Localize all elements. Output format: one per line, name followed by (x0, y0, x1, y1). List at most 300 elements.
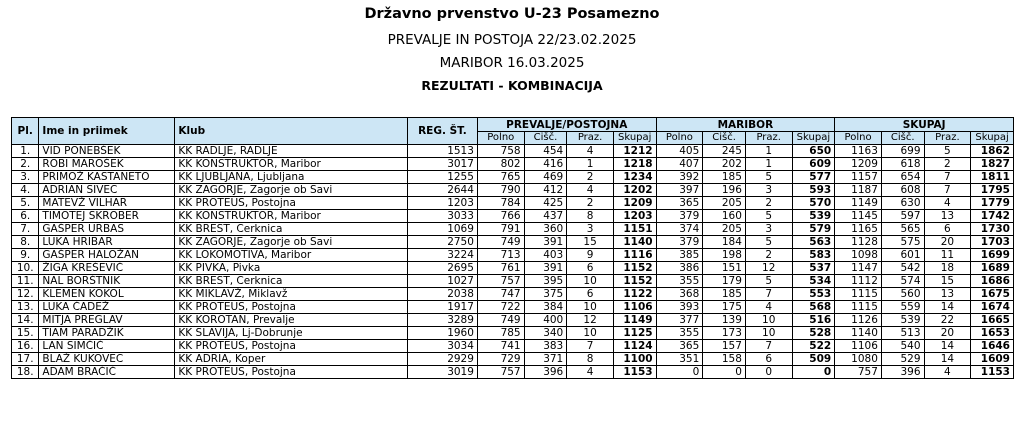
results-table (11, 117, 1014, 379)
table-row (12, 249, 1014, 262)
cell-b-skupaj: 539 (792, 210, 835, 223)
cell-b-skupaj: 579 (792, 223, 835, 236)
cell-b-polno: 355 (656, 275, 703, 288)
cell-a-cisc: 469 (524, 171, 567, 184)
cell-a-polno: 747 (477, 288, 524, 301)
cell-b-cisc: 175 (703, 301, 746, 314)
cell-t-skupaj: 1827 (971, 158, 1014, 171)
cell-a-praz: 7 (567, 340, 614, 353)
cell-b-skupaj: 509 (792, 353, 835, 366)
cell-t-praz: 15 (924, 275, 971, 288)
cell-t-praz: 2 (924, 158, 971, 171)
table-row (12, 197, 1014, 210)
cell-a-skupaj: 1122 (613, 288, 656, 301)
cell-club: KK PROTEUS, Postojna (175, 197, 407, 210)
cell-a-praz: 12 (567, 314, 614, 327)
cell-t-skupaj: 1742 (971, 210, 1014, 223)
cell-name: ADRIAN SIVEC (39, 184, 175, 197)
cell-a-polno: 757 (477, 275, 524, 288)
cell-t-praz: 22 (924, 314, 971, 327)
cell-t-cisc: 601 (881, 249, 924, 262)
cell-place: 9. (12, 249, 39, 262)
cell-place: 5. (12, 197, 39, 210)
cell-t-polno: 1187 (835, 184, 882, 197)
cell-b-cisc: 196 (703, 184, 746, 197)
cell-name: TIAM PARADŽIK (39, 327, 175, 340)
cell-place: 4. (12, 184, 39, 197)
cell-a-cisc: 396 (524, 366, 567, 379)
cell-a-praz: 2 (567, 171, 614, 184)
cell-b-skupaj: 609 (792, 158, 835, 171)
cell-a-polno: 790 (477, 184, 524, 197)
cell-b-polno: 377 (656, 314, 703, 327)
cell-b-cisc: 205 (703, 197, 746, 210)
cell-a-skupaj: 1212 (613, 145, 656, 158)
cell-t-praz: 7 (924, 171, 971, 184)
cell-t-polno: 1147 (835, 262, 882, 275)
cell-t-polno: 1106 (835, 340, 882, 353)
cell-t-praz: 13 (924, 288, 971, 301)
cell-t-cisc: 540 (881, 340, 924, 353)
cell-a-cisc: 391 (524, 262, 567, 275)
cell-a-polno: 749 (477, 314, 524, 327)
cell-reg: 2038 (407, 288, 477, 301)
cell-b-polno: 379 (656, 236, 703, 249)
subcol-cisc: Čišč. (524, 132, 567, 145)
cell-place: 8. (12, 236, 39, 249)
cell-t-polno: 1128 (835, 236, 882, 249)
cell-a-skupaj: 1124 (613, 340, 656, 353)
cell-b-praz: 7 (745, 340, 792, 353)
table-row (12, 223, 1014, 236)
cell-a-praz: 10 (567, 275, 614, 288)
cell-t-polno: 1165 (835, 223, 882, 236)
cell-b-cisc: 184 (703, 236, 746, 249)
cell-t-cisc: 513 (881, 327, 924, 340)
subcol-polno: Polno (656, 132, 703, 145)
cell-reg: 2695 (407, 262, 477, 275)
table-row (12, 184, 1014, 197)
cell-t-polno: 1149 (835, 197, 882, 210)
cell-name: LAN SIMČIČ (39, 340, 175, 353)
cell-club: KK MIKLAVŽ, Miklavž (175, 288, 407, 301)
cell-club: KK ZAGORJE, Zagorje ob Savi (175, 184, 407, 197)
cell-club: KK BREST, Cerknica (175, 223, 407, 236)
cell-a-cisc: 425 (524, 197, 567, 210)
table-row (12, 145, 1014, 158)
cell-t-polno: 1112 (835, 275, 882, 288)
cell-club: KK KONSTRUKTOR, Maribor (175, 210, 407, 223)
cell-a-skupaj: 1125 (613, 327, 656, 340)
cell-a-polno: 749 (477, 236, 524, 249)
cell-a-praz: 1 (567, 158, 614, 171)
cell-t-skupaj: 1703 (971, 236, 1014, 249)
cell-a-polno: 757 (477, 366, 524, 379)
subcol-polno: Polno (477, 132, 524, 145)
cell-a-polno: 758 (477, 145, 524, 158)
cell-b-cisc: 198 (703, 249, 746, 262)
table-row (12, 236, 1014, 249)
cell-a-praz: 6 (567, 262, 614, 275)
cell-b-polno: 365 (656, 197, 703, 210)
results-heading: REZULTATI - KOMBINACIJA (421, 78, 603, 93)
cell-b-praz: 5 (745, 210, 792, 223)
cell-a-polno: 802 (477, 158, 524, 171)
cell-t-praz: 4 (924, 197, 971, 210)
cell-b-praz: 1 (745, 145, 792, 158)
table-row (12, 340, 1014, 353)
cell-b-cisc: 139 (703, 314, 746, 327)
cell-b-polno: 392 (656, 171, 703, 184)
cell-place: 7. (12, 223, 39, 236)
cell-b-praz: 10 (745, 314, 792, 327)
cell-a-cisc: 416 (524, 158, 567, 171)
cell-a-skupaj: 1209 (613, 197, 656, 210)
cell-a-cisc: 400 (524, 314, 567, 327)
cell-reg: 2644 (407, 184, 477, 197)
cell-reg: 3224 (407, 249, 477, 262)
cell-b-cisc: 179 (703, 275, 746, 288)
cell-b-cisc: 205 (703, 223, 746, 236)
cell-b-cisc: 160 (703, 210, 746, 223)
table-row (12, 275, 1014, 288)
cell-reg: 3034 (407, 340, 477, 353)
cell-place: 18. (12, 366, 39, 379)
cell-name: MITJA PREGLAV (39, 314, 175, 327)
cell-a-praz: 9 (567, 249, 614, 262)
cell-t-praz: 20 (924, 327, 971, 340)
cell-b-praz: 10 (745, 327, 792, 340)
cell-t-praz: 14 (924, 301, 971, 314)
cell-a-skupaj: 1152 (613, 262, 656, 275)
cell-b-skupaj: 0 (792, 366, 835, 379)
cell-t-skupaj: 1862 (971, 145, 1014, 158)
cell-a-skupaj: 1100 (613, 353, 656, 366)
cell-a-skupaj: 1106 (613, 301, 656, 314)
cell-b-polno: 407 (656, 158, 703, 171)
cell-a-skupaj: 1151 (613, 223, 656, 236)
cell-a-cisc: 391 (524, 236, 567, 249)
cell-name: LUKA HRIBAR (39, 236, 175, 249)
cell-b-cisc: 245 (703, 145, 746, 158)
cell-name: ŽIGA KREŠEVIČ (39, 262, 175, 275)
cell-b-cisc: 0 (703, 366, 746, 379)
cell-b-polno: 0 (656, 366, 703, 379)
cell-t-cisc: 575 (881, 236, 924, 249)
table-row (12, 353, 1014, 366)
cell-b-skupaj: 650 (792, 145, 835, 158)
cell-b-polno: 397 (656, 184, 703, 197)
cell-b-skupaj: 528 (792, 327, 835, 340)
table-row (12, 366, 1014, 379)
cell-b-polno: 379 (656, 210, 703, 223)
cell-t-polno: 1157 (835, 171, 882, 184)
group-header-skupaj: SKUPAJ (835, 118, 1014, 132)
cell-a-praz: 8 (567, 210, 614, 223)
cell-a-praz: 4 (567, 145, 614, 158)
cell-t-praz: 5 (924, 145, 971, 158)
cell-b-praz: 5 (745, 171, 792, 184)
cell-a-cisc: 403 (524, 249, 567, 262)
cell-t-cisc: 630 (881, 197, 924, 210)
cell-b-skupaj: 522 (792, 340, 835, 353)
cell-a-cisc: 437 (524, 210, 567, 223)
cell-club: KK ZAGORJE, Zagorje ob Savi (175, 236, 407, 249)
cell-a-cisc: 412 (524, 184, 567, 197)
cell-b-praz: 2 (745, 249, 792, 262)
cell-reg: 1917 (407, 301, 477, 314)
cell-b-cisc: 173 (703, 327, 746, 340)
cell-a-skupaj: 1153 (613, 366, 656, 379)
cell-reg: 1513 (407, 145, 477, 158)
cell-place: 11. (12, 275, 39, 288)
cell-name: ADAM BRAČIČ (39, 366, 175, 379)
cell-a-polno: 761 (477, 262, 524, 275)
cell-t-cisc: 574 (881, 275, 924, 288)
cell-a-praz: 10 (567, 301, 614, 314)
cell-t-polno: 1115 (835, 301, 882, 314)
cell-b-skupaj: 534 (792, 275, 835, 288)
table-row (12, 301, 1014, 314)
cell-b-polno: 386 (656, 262, 703, 275)
cell-t-cisc: 618 (881, 158, 924, 171)
cell-b-praz: 3 (745, 223, 792, 236)
cell-a-polno: 785 (477, 327, 524, 340)
cell-a-skupaj: 1116 (613, 249, 656, 262)
table-row (12, 314, 1014, 327)
cell-a-polno: 713 (477, 249, 524, 262)
cell-t-cisc: 699 (881, 145, 924, 158)
cell-place: 13. (12, 301, 39, 314)
cell-t-cisc: 539 (881, 314, 924, 327)
cell-a-skupaj: 1203 (613, 210, 656, 223)
cell-t-polno: 1115 (835, 288, 882, 301)
cell-b-skupaj: 516 (792, 314, 835, 327)
cell-club: KK SLAVIJA, Lj-Dobrunje (175, 327, 407, 340)
table-row (12, 158, 1014, 171)
cell-b-skupaj: 537 (792, 262, 835, 275)
cell-club: KK KOROTAN, Prevalje (175, 314, 407, 327)
cell-reg: 2929 (407, 353, 477, 366)
cell-a-praz: 8 (567, 353, 614, 366)
cell-t-skupaj: 1665 (971, 314, 1014, 327)
cell-reg: 3017 (407, 158, 477, 171)
cell-a-praz: 4 (567, 366, 614, 379)
cell-name: GAŠPER URBAS (39, 223, 175, 236)
cell-b-praz: 4 (745, 301, 792, 314)
cell-a-praz: 15 (567, 236, 614, 249)
cell-b-polno: 405 (656, 145, 703, 158)
cell-t-praz: 14 (924, 340, 971, 353)
cell-name: ROBI MAROŠEK (39, 158, 175, 171)
cell-b-cisc: 151 (703, 262, 746, 275)
cell-t-skupaj: 1730 (971, 223, 1014, 236)
cell-t-skupaj: 1646 (971, 340, 1014, 353)
cell-t-praz: 4 (924, 366, 971, 379)
cell-reg: 1255 (407, 171, 477, 184)
cell-t-praz: 14 (924, 353, 971, 366)
cell-place: 3. (12, 171, 39, 184)
cell-a-praz: 2 (567, 197, 614, 210)
cell-a-praz: 6 (567, 288, 614, 301)
cell-b-skupaj: 563 (792, 236, 835, 249)
cell-club: KK RADLJE, RADLJE (175, 145, 407, 158)
cell-reg: 1203 (407, 197, 477, 210)
cell-b-polno: 368 (656, 288, 703, 301)
cell-b-polno: 351 (656, 353, 703, 366)
cell-b-skupaj: 553 (792, 288, 835, 301)
cell-a-praz: 4 (567, 184, 614, 197)
subcol-praz: Praz. (567, 132, 614, 145)
cell-club: KK PROTEUS, Postojna (175, 301, 407, 314)
cell-t-skupaj: 1779 (971, 197, 1014, 210)
cell-a-skupaj: 1149 (613, 314, 656, 327)
cell-t-skupaj: 1811 (971, 171, 1014, 184)
cell-a-cisc: 454 (524, 145, 567, 158)
cell-a-skupaj: 1218 (613, 158, 656, 171)
cell-t-cisc: 565 (881, 223, 924, 236)
cell-a-polno: 722 (477, 301, 524, 314)
subcol-skupaj: Skupaj (613, 132, 656, 145)
col-header-reg: REG. ŠT. (407, 118, 477, 145)
subcol-cisc: Čišč. (703, 132, 746, 145)
cell-t-praz: 13 (924, 210, 971, 223)
results-body (12, 145, 1014, 379)
group-header-prevalje-postojna: PREVALJE/POSTOJNA (477, 118, 656, 132)
cell-name: KLEMEN KOKOL (39, 288, 175, 301)
cell-a-polno: 741 (477, 340, 524, 353)
header-row-groups (12, 118, 1014, 132)
cell-t-polno: 1145 (835, 210, 882, 223)
cell-t-cisc: 560 (881, 288, 924, 301)
cell-a-cisc: 360 (524, 223, 567, 236)
cell-club: KK LOKOMOTIVA, Maribor (175, 249, 407, 262)
cell-b-skupaj: 568 (792, 301, 835, 314)
cell-a-skupaj: 1202 (613, 184, 656, 197)
cell-t-praz: 18 (924, 262, 971, 275)
subcol-polno: Polno (835, 132, 882, 145)
cell-a-cisc: 395 (524, 275, 567, 288)
document-title: Državno prvenstvo U-23 Posamezno (364, 6, 660, 22)
cell-a-cisc: 383 (524, 340, 567, 353)
cell-t-skupaj: 1609 (971, 353, 1014, 366)
table-row (12, 327, 1014, 340)
table-row (12, 210, 1014, 223)
cell-b-cisc: 185 (703, 288, 746, 301)
cell-a-polno: 766 (477, 210, 524, 223)
col-header-place: Pl. (12, 118, 39, 145)
table-row (12, 262, 1014, 275)
cell-club: KK LJUBLJANA, Ljubljana (175, 171, 407, 184)
cell-name: MATEVŽ VILHAR (39, 197, 175, 210)
cell-place: 10. (12, 262, 39, 275)
cell-place: 14. (12, 314, 39, 327)
cell-club: KK PROTEUS, Postojna (175, 366, 407, 379)
col-header-name: Ime in priimek (39, 118, 175, 145)
cell-t-skupaj: 1674 (971, 301, 1014, 314)
cell-b-polno: 385 (656, 249, 703, 262)
cell-place: 17. (12, 353, 39, 366)
cell-reg: 3019 (407, 366, 477, 379)
cell-b-polno: 355 (656, 327, 703, 340)
cell-t-cisc: 396 (881, 366, 924, 379)
cell-b-cisc: 185 (703, 171, 746, 184)
cell-reg: 3033 (407, 210, 477, 223)
cell-t-cisc: 597 (881, 210, 924, 223)
cell-place: 2. (12, 158, 39, 171)
cell-b-cisc: 202 (703, 158, 746, 171)
cell-t-cisc: 559 (881, 301, 924, 314)
cell-t-polno: 1209 (835, 158, 882, 171)
cell-t-polno: 1080 (835, 353, 882, 366)
cell-b-polno: 365 (656, 340, 703, 353)
cell-a-skupaj: 1234 (613, 171, 656, 184)
cell-t-praz: 11 (924, 249, 971, 262)
cell-t-cisc: 608 (881, 184, 924, 197)
cell-a-polno: 765 (477, 171, 524, 184)
cell-club: KK BREST, Cerknica (175, 275, 407, 288)
subcol-cisc: Čišč. (881, 132, 924, 145)
subcol-skupaj: Skupaj (792, 132, 835, 145)
cell-name: VID PONEBŠEK (39, 145, 175, 158)
cell-name: LUKA ČADEŽ (39, 301, 175, 314)
cell-t-polno: 1098 (835, 249, 882, 262)
cell-a-praz: 10 (567, 327, 614, 340)
cell-name: TIMOTEJ SKROBER (39, 210, 175, 223)
cell-t-polno: 757 (835, 366, 882, 379)
venue-dates-line-2: MARIBOR 16.03.2025 (439, 55, 585, 71)
cell-reg: 1069 (407, 223, 477, 236)
venue-dates-line: PREVALJE IN POSTOJA 22/23.02.2025 (387, 32, 637, 48)
cell-t-skupaj: 1686 (971, 275, 1014, 288)
table-row (12, 171, 1014, 184)
cell-a-cisc: 371 (524, 353, 567, 366)
cell-b-praz: 5 (745, 275, 792, 288)
cell-name: GAŠPER HALOŽAN (39, 249, 175, 262)
cell-b-praz: 3 (745, 184, 792, 197)
cell-t-skupaj: 1795 (971, 184, 1014, 197)
group-header-maribor: MARIBOR (656, 118, 835, 132)
cell-a-praz: 3 (567, 223, 614, 236)
cell-place: 15. (12, 327, 39, 340)
cell-b-praz: 6 (745, 353, 792, 366)
cell-b-skupaj: 577 (792, 171, 835, 184)
cell-name: BLAŽ KUKOVEC (39, 353, 175, 366)
cell-a-skupaj: 1140 (613, 236, 656, 249)
cell-t-cisc: 654 (881, 171, 924, 184)
cell-t-skupaj: 1689 (971, 262, 1014, 275)
cell-t-praz: 7 (924, 184, 971, 197)
cell-t-polno: 1163 (835, 145, 882, 158)
cell-t-skupaj: 1653 (971, 327, 1014, 340)
cell-t-praz: 20 (924, 236, 971, 249)
cell-club: KK PROTEUS, Postojna (175, 340, 407, 353)
cell-place: 16. (12, 340, 39, 353)
cell-t-cisc: 529 (881, 353, 924, 366)
cell-t-skupaj: 1153 (971, 366, 1014, 379)
subcol-skupaj: Skupaj (971, 132, 1014, 145)
cell-a-polno: 729 (477, 353, 524, 366)
cell-b-praz: 12 (745, 262, 792, 275)
cell-reg: 3289 (407, 314, 477, 327)
cell-b-polno: 374 (656, 223, 703, 236)
cell-club: KK PIVKA, Pivka (175, 262, 407, 275)
subcol-praz: Praz. (745, 132, 792, 145)
cell-b-praz: 2 (745, 197, 792, 210)
col-header-club: Klub (175, 118, 407, 145)
cell-a-cisc: 384 (524, 301, 567, 314)
cell-t-skupaj: 1675 (971, 288, 1014, 301)
